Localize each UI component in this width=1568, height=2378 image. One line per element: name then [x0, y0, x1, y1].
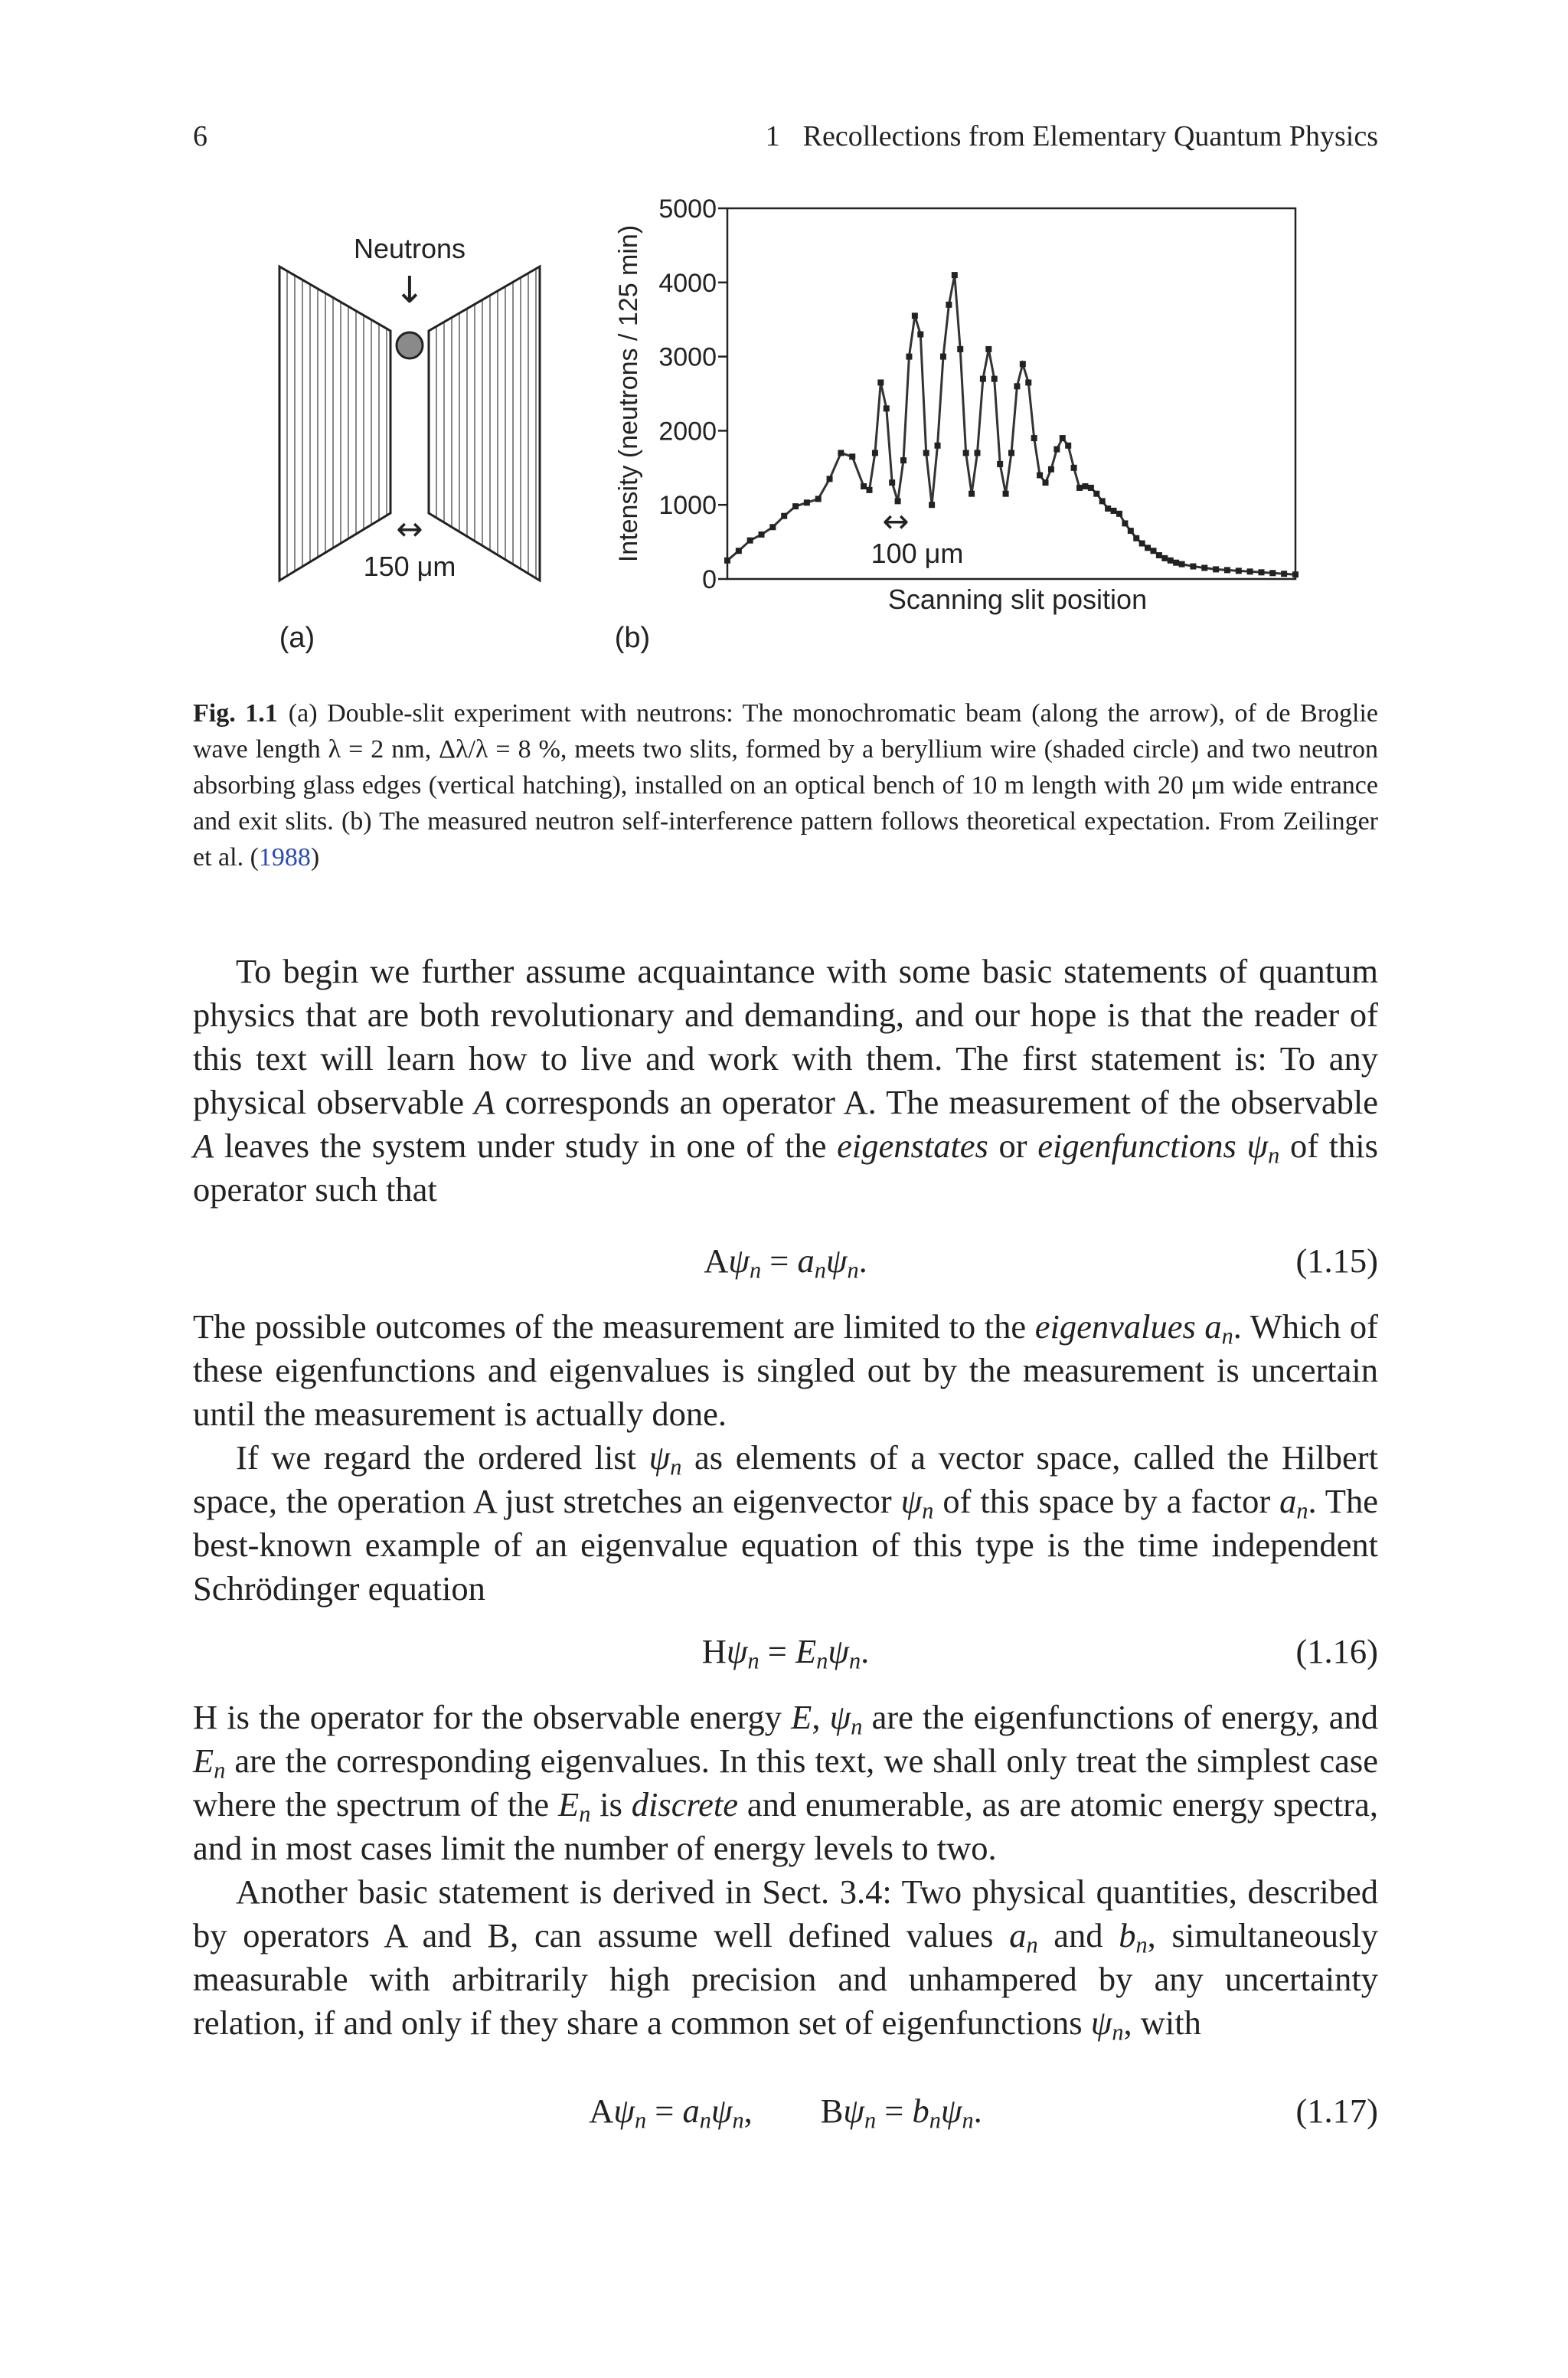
math-a-n: $a_n$	[1279, 1482, 1308, 1524]
data-point	[889, 479, 895, 486]
data-point	[974, 450, 980, 456]
data-point	[1224, 567, 1230, 573]
math-a-n: $a_n$	[1204, 1307, 1233, 1349]
data-point	[1003, 491, 1009, 497]
beryllium-wire-circle	[397, 332, 423, 358]
panel-a-diagram	[279, 233, 540, 654]
scale-arrow-icon: ↔	[882, 502, 910, 540]
text-run: as elements of a vector space, called the Hilbert space, the operation A just stretches an eigenvector	[193, 1438, 1378, 1520]
data-point	[1008, 450, 1014, 456]
math-psi-n: $\psi_n$	[900, 1482, 934, 1524]
term-eigenfunctions: eigenfunctions	[1037, 1127, 1236, 1165]
equation-number: (1.16)	[1295, 1632, 1378, 1670]
text-run: and	[1037, 1916, 1119, 1954]
data-point	[1128, 528, 1134, 534]
data-point	[747, 538, 753, 544]
y-axis-label: Intensity (neutrons / 125 min)	[614, 224, 643, 563]
data-point	[980, 376, 986, 382]
data-point	[1111, 508, 1117, 514]
data-point	[1043, 479, 1049, 486]
data-point	[1213, 566, 1219, 572]
data-point	[1161, 555, 1168, 561]
math-var: A	[474, 1083, 495, 1121]
data-point	[946, 302, 952, 308]
body-block-1	[193, 950, 1378, 1212]
caption-figure-label: Fig. 1.1	[193, 699, 278, 728]
data-point	[724, 558, 730, 564]
data-point	[1236, 568, 1242, 574]
y-tick-label: 3000	[658, 342, 717, 372]
text-run: of this operator such that	[193, 1127, 1378, 1209]
figure-1-1	[0, 0, 1568, 689]
data-point	[997, 461, 1003, 467]
data-point	[759, 532, 765, 538]
chapter-number: 1	[765, 120, 780, 152]
math-a-n: $a_n$	[1009, 1916, 1038, 1958]
data-point	[1258, 569, 1264, 575]
text-run: , simultaneously measurable with arbitrarily high precision and unhampered by any uncertainty relation, if and only if they share a common set of eigenfunctions	[193, 1916, 1378, 2042]
data-point	[1281, 571, 1287, 577]
math-b-n: $b_n$	[1119, 1916, 1148, 1958]
intensity-series-points	[724, 272, 1298, 577]
term-eigenvalues: eigenvalues	[1034, 1307, 1196, 1346]
data-point	[917, 332, 923, 338]
data-point	[1139, 541, 1145, 547]
text-run: The possible outcomes of the measurement are limited to the	[193, 1307, 1035, 1346]
text-run: . The best-known example of an eigenvalue equation of this type is the time independent Schrödinger equation	[193, 1482, 1378, 1608]
text-run: H is the operator for the observable energy	[193, 1698, 792, 1736]
left-glass-edge	[279, 260, 390, 590]
data-point	[1179, 561, 1185, 568]
y-tick-label: 1000	[658, 491, 717, 521]
chapter-title: Recollections from Elementary Quantum Physics	[802, 120, 1378, 152]
data-point	[1133, 535, 1139, 541]
data-point	[884, 405, 890, 411]
paragraph	[193, 1305, 1378, 1436]
data-point	[1025, 379, 1031, 385]
data-point	[923, 450, 929, 456]
data-point	[1031, 435, 1037, 441]
data-point	[1145, 545, 1151, 551]
data-point	[838, 450, 844, 456]
equation-expression: $A\psi_n = a_n\psi_n$.	[704, 1241, 867, 1284]
data-point	[1082, 483, 1088, 489]
data-point	[1173, 560, 1179, 566]
data-point	[1014, 383, 1020, 389]
panel-b-label: (b)	[614, 622, 651, 654]
text-run: Another basic statement is derived in Sect. 3.4: Two physical quantities, described by operators A and B, can assume well defined values	[193, 1873, 1378, 1954]
data-point	[1156, 552, 1162, 558]
equation-1-15	[193, 1241, 1378, 1287]
figure-canvas	[0, 0, 1568, 689]
data-point	[736, 548, 742, 554]
term-eigenstates: eigenstates	[837, 1127, 988, 1165]
panel-a-label: (a)	[279, 622, 315, 654]
text-run: If we regard the ordered list	[236, 1438, 649, 1477]
caption-text-end: )	[310, 843, 320, 872]
data-point	[1105, 505, 1111, 512]
equation-number: (1.17)	[1295, 2092, 1378, 2130]
data-point	[1099, 498, 1106, 504]
neutrons-label: Neutrons	[353, 233, 466, 264]
data-point	[985, 346, 991, 352]
text-run: and enumerable, as are atomic energy spectra, and in most cases limit the number of energy levels to two.	[193, 1785, 1378, 1867]
data-point	[1054, 446, 1060, 453]
math-psi-n: $\psi_n$	[648, 1438, 682, 1480]
data-point	[929, 502, 935, 508]
slit-width-label: 150 μm	[363, 551, 456, 582]
data-point	[804, 499, 810, 505]
data-point	[1168, 558, 1174, 564]
citation-link[interactable]: 1988	[258, 843, 311, 872]
math-E-n: $E_n$	[193, 1742, 226, 1784]
data-point	[815, 496, 822, 502]
data-point	[1065, 443, 1071, 449]
equation-1-16	[193, 1631, 1378, 1677]
paragraph	[193, 1870, 1378, 2045]
data-point	[867, 487, 873, 493]
data-point	[912, 312, 918, 319]
y-tick-label: 0	[702, 565, 717, 594]
text-run: To begin we further assume acquaintance with some basic statements of quantum physics that are both revolutionary and demanding, and our hope is that the reader of this text will learn how to live and work with them. The first statement is: To any physical observable	[193, 952, 1378, 1121]
data-point	[792, 503, 799, 509]
data-point	[1122, 520, 1128, 526]
data-point	[1292, 571, 1298, 577]
data-point	[963, 450, 969, 456]
y-tick-label: 2000	[658, 417, 717, 446]
data-point	[1247, 568, 1253, 574]
data-point	[957, 346, 963, 352]
data-point	[906, 354, 912, 360]
data-point	[1201, 564, 1207, 571]
data-point	[1269, 570, 1276, 576]
paragraph	[193, 1436, 1378, 1611]
equation-expression: $H\psi_n = E_n\psi_n$.	[701, 1632, 870, 1674]
plot-frame	[727, 208, 1295, 579]
data-point	[1020, 361, 1026, 367]
text-run: leaves the system under study in one of the	[214, 1127, 838, 1165]
data-point	[877, 379, 884, 385]
y-tick-label: 4000	[658, 268, 717, 298]
data-point	[1190, 564, 1196, 570]
scale-label: 100 μm	[871, 538, 964, 569]
text-run: are the eigenfunctions of energy, and	[862, 1698, 1378, 1736]
data-point	[900, 457, 906, 463]
figure-caption	[193, 695, 1378, 875]
data-point	[1071, 465, 1077, 471]
math-E: E	[791, 1698, 812, 1736]
equation-number: (1.15)	[1295, 1241, 1378, 1280]
caption-text: (a) Double-slit experiment with neutrons: The monochromatic beam (along the arrow), of de Broglie wave length λ = 2 nm, Δλ/λ = 8 %, meets two slits, formed by a beryllium wire (shaded circle) and two neutron absorbing glass edges (vertical hatching), installed on an optical bench of 10 m length with 20 μm wide entrance and exit slits. (b) The measured neutron self-interference pattern follows theoretical expectation. From Zeilinger et al. (	[193, 699, 1379, 872]
data-point	[1076, 485, 1083, 491]
equation-expression: $A\psi_n = a_n\psi_n$, $B\psi_n = b_n\psi_n$.	[589, 2092, 982, 2134]
body-block-2	[193, 1305, 1378, 1611]
math-psi-n: $\psi_n$	[1090, 2003, 1124, 2046]
page-number: 6	[193, 120, 207, 152]
data-point	[969, 491, 975, 497]
text-run: are the corresponding eigenvalues. In this text, we shall only treat the simplest case where the spectrum of the	[193, 1742, 1378, 1824]
data-point	[1048, 466, 1054, 473]
text-run: of this space by a factor	[933, 1482, 1280, 1520]
text-run: corresponds an operator A. The measurement of the observable	[495, 1083, 1378, 1121]
data-point	[861, 483, 867, 489]
beam-arrow-icon: ↓	[394, 269, 426, 312]
intensity-series-line	[727, 275, 1295, 574]
math-E-n: $E_n$	[558, 1785, 591, 1827]
x-axis-label: Scanning slit position	[887, 584, 1148, 615]
y-axis-ticks	[658, 195, 727, 594]
data-point	[935, 443, 941, 449]
data-point	[1060, 435, 1066, 441]
data-point	[849, 453, 855, 460]
paragraph: H is the operator for the observable energy E, $\psi_n$ are the eigenfunctions of energy, and $E_n$ are the corresponding eigenvalues. In this text, we shall only treat the simplest case where the spectrum of the $E_n$ is discrete and enumerable, as are atomic energy spectra, and in most cases limit the number of energy levels to two.	[193, 1698, 1378, 1867]
math-psi-n: $\psi_n$	[1246, 1127, 1280, 1169]
data-point	[1093, 491, 1099, 497]
math-psi-n: $\psi_n$	[829, 1698, 863, 1740]
paragraph	[193, 950, 1378, 1212]
data-point	[991, 376, 998, 382]
text-run: or	[988, 1127, 1038, 1165]
text-run: , with	[1123, 2003, 1201, 2042]
equation-1-17	[193, 2091, 1378, 2137]
math-var: A	[193, 1127, 214, 1165]
data-point	[1116, 511, 1122, 517]
data-point	[872, 450, 878, 456]
data-point	[952, 272, 958, 278]
data-point	[940, 354, 946, 360]
data-point	[827, 476, 833, 482]
right-glass-edge	[429, 260, 540, 590]
term-discrete: discrete	[631, 1785, 739, 1824]
body-block-3	[193, 1696, 1378, 2045]
slit-width-arrow-icon: ↔	[396, 510, 423, 548]
data-point	[1037, 472, 1043, 478]
text-run: . Which of these eigenfunctions and eigenvalues is singled out by the measurement is uncertain until the measurement is actually done.	[193, 1307, 1378, 1433]
y-tick-label: 5000	[658, 195, 717, 224]
panel-b-chart	[614, 195, 1298, 654]
data-point	[781, 513, 787, 519]
data-point	[1088, 485, 1094, 491]
text-run: is	[590, 1785, 632, 1824]
data-point	[1151, 548, 1157, 554]
data-point	[769, 524, 776, 530]
